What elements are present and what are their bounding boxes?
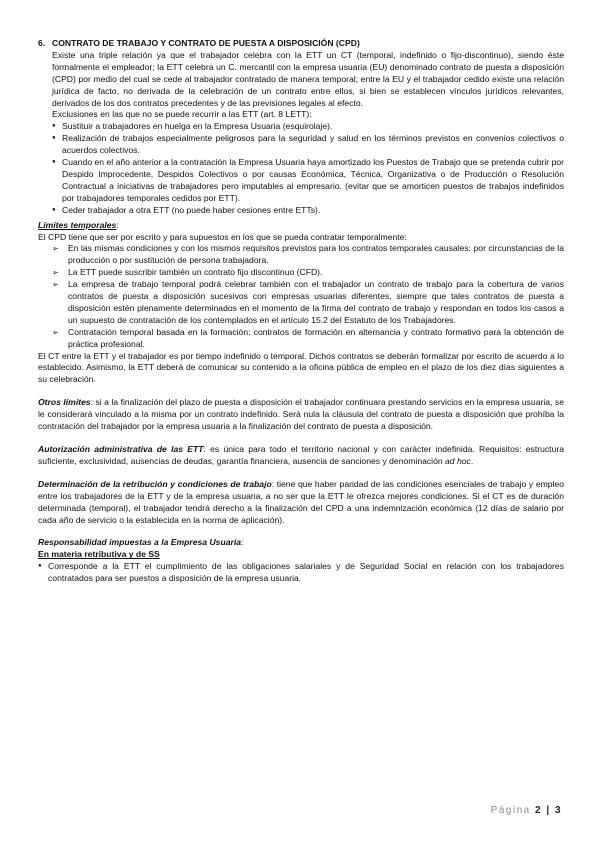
- arrow-bullet-icon: ➢: [52, 268, 59, 278]
- intro-paragraph: Existe una triple relación ya que el trabajador celebra con la ETT un CT (temporal, indefinido o fijo-discontinuo), siendo éste formalmente el empleador; la ETT celebra un C. mercantil con la empresa usuaria (EU) denominado contrato de puesta a disposición (CPD) por medio del cual se cede al trabajador contratado de manera temporal; entre la EU y el trabajador cedido existe una relación jurídica de facto, no derivada de la celebración de un contrato entre ellos, si bien se establecen vínculos jurídicos relevantes, derivados de los dos contratos precedentes y de las previsiones legales al efecto.: [52, 49, 564, 108]
- section-heading: [38, 38, 564, 50]
- list-item-text: La empresa de trabajo temporal podrá celebrar también con el trabajador un contrato de trabajo para la cobertura de varios contratos de puesta a disposición sucesivos con empresas usuarias diferentes, siempre que tales contratos de puesta a disposición estén plenamente determinados en el momento de la firma del contrato de trabajo y respondan en todos los casos a un supuesto de contratación de los contemplados en el artículo 15.2 del Estatuto de los Trabajadores.: [68, 279, 564, 325]
- list-item-text: Contratación temporal basada en la formación: contratos de formación en alternancia y contrato formativo para la obtención de práctica profesional.: [68, 326, 564, 349]
- retribucion-text: : tiene que haber paridad de las condiciones esenciales de trabajo y empleo entre los trabajadores de la ETT y de la empresa usuaria, a no ser que la ETT le ofrezca mejores condiciones. Si el CT es de duración determinada (temporal), el trabajador tendrá derecho a la finalización del CPD a una indemnización económica (12 días de salario por cada año de servicio o la establecida en la norma de aplicación).: [38, 478, 565, 525]
- list-item: [52, 279, 564, 327]
- exclusions-list: [38, 121, 564, 216]
- responsabilidad-heading: [38, 537, 564, 549]
- limites-closing: El CT entre la ETT y el trabajador es por tiempo indefinido o temporal. Dichos contratos se deberán formalizar por escrito de acuerdo a lo establecido. Asimismo, la ETT deberá de comunicar su contenido a la oficina pública de empleo en el plazo de los diez días siguientes a su celebración.: [38, 350, 564, 385]
- limites-intro: El CPD tiene que ser por escrito y para supuestos en los que se pueda contratar temporalmente:: [38, 231, 407, 242]
- list-item: ● Corresponde a la ETT el cumplimiento de las obligaciones salariales y de Seguridad Social en relación con los trabajadores contratados para ser puestos a disposición de la empresa usuaria.: [38, 561, 564, 585]
- responsabilidad-subtitle: En materia retributiva y de SS: [38, 549, 160, 560]
- responsabilidad-list: [38, 561, 564, 585]
- limites-list: [38, 243, 564, 350]
- arrow-bullet-icon: ➢: [52, 244, 59, 254]
- retribucion-title: Determinación de la retribución y condiciones de trabajo: [38, 478, 272, 489]
- autorizacion-italic: ad hoc: [445, 455, 471, 466]
- autorizacion-text: : es única para todo el territorio nacional y con carácter indefinida. Requisitos: estructura suficiente, exclusividad, ausencias de deudas, garantía financiera, ausencia de sanciones y denominación: [38, 444, 564, 466]
- page-footer: [491, 805, 562, 816]
- footer-total-pages: 3: [554, 805, 562, 816]
- list-item: ● Realización de trabajos especialmente peligrosos para la seguridad y salud en los términos previstos en convenios colectivos o acuerdos colectivos.: [52, 133, 564, 157]
- list-item: ● Sustituir a trabajadores en huelga en la Empresa Usuaria (esquirolaje).: [52, 121, 564, 133]
- list-item-text: La ETT puede suscribir también un contrato fijo discontinuo (CFD).: [68, 267, 323, 278]
- footer-label: Página: [490, 805, 531, 816]
- otros-limites-title: Otros límites: [38, 397, 91, 408]
- footer-page-number: 2: [535, 805, 543, 816]
- responsabilidad-colon: :: [241, 537, 244, 548]
- limites-heading: [38, 220, 564, 232]
- otros-limites-text: : si a la finalización del plazo de puesta a disposición el trabajador continuara prestando servicios en la empresa usuaria, se le considerará vinculado a la misma por un contrato indefinido. Será nula la cláusula del contrato de puesta a disposición que prohíba la contratación del trabajador por la empresa usuaria a la finalización del contrato de puesta a disposición.: [38, 397, 564, 432]
- page-content: [38, 38, 564, 585]
- otros-limites-paragraph: [38, 397, 564, 433]
- autorizacion-paragraph: [38, 444, 564, 468]
- list-item: ● Cuando en el año anterior a la contratación la Empresa Usuaria haya amortizado los Puestos de Trabajo que se pretenda cubrir por Despido Improcedente, Despidos Colectivos o por causas Económica, Técnica, Organizativa o de Producción o Resolución Contractual a iniciativas de trabajadores pero imputables al empresario. (evitar que se amorticen puestos de trabajos indefinidos por trabajadores temporales cedidos por ETT).: [52, 157, 564, 205]
- list-item: [52, 327, 564, 351]
- responsabilidad-title: Responsabilidad impuestas a la Empresa Usuaria: [38, 537, 241, 548]
- section-number: 6.: [38, 38, 46, 48]
- arrow-bullet-icon: ➢: [52, 327, 59, 337]
- arrow-bullet-icon: ➢: [52, 280, 59, 290]
- footer-separator: |: [546, 805, 551, 816]
- exclusions-intro: Exclusiones en las que no se puede recurrir a las ETT (art. 8 LETT):: [52, 109, 312, 120]
- list-item: [52, 243, 564, 267]
- retribucion-paragraph: [38, 479, 564, 527]
- section-title: CONTRATO DE TRABAJO Y CONTRATO DE PUESTA A DISPOSICIÓN (CPD): [52, 38, 360, 48]
- list-item: ● Ceder trabajador a otra ETT (no puede haber cesiones entre ETTs).: [52, 205, 564, 217]
- autorizacion-title: Autorización administrativa de las ETT: [38, 444, 204, 454]
- list-item: [52, 267, 564, 279]
- limites-title: Límites temporales: [38, 219, 117, 230]
- list-item-text: En las mismas condiciones y con los mismos requisitos previstos para los contratos temporales causales: por circunstancias de la producción o por sustitución de persona trabajadora.: [68, 243, 564, 266]
- limites-colon: :: [116, 219, 119, 230]
- autorizacion-end: .: [470, 455, 474, 466]
